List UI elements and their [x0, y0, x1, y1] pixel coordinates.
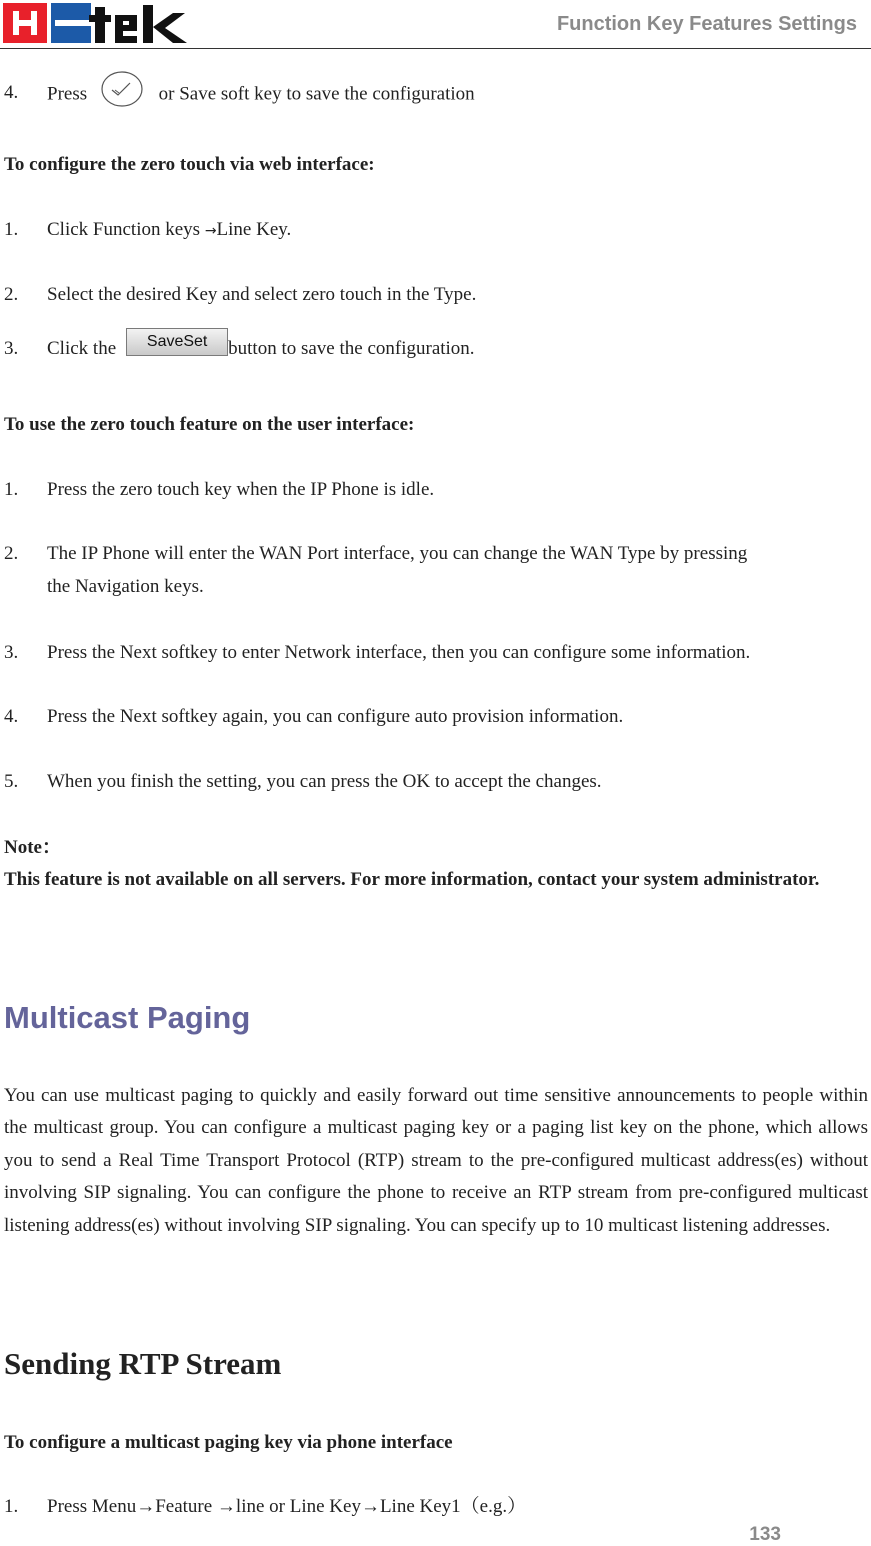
list-item: When you finish the setting, you can press the OK to accept the changes. [47, 771, 602, 792]
step-number: 1. [4, 219, 19, 240]
step-number: 4. [4, 82, 19, 103]
step-number: 5. [4, 771, 19, 792]
step-text: button to save the configuration. [228, 338, 475, 359]
phone-config-subheading: To configure a multicast paging key via phone interface [4, 1432, 453, 1453]
list-item: Press the Next softkey again, you can configure auto provision information. [47, 706, 624, 727]
list-item-continuation: the Navigation keys. [47, 576, 204, 597]
step-text: Click the [47, 338, 117, 359]
saveset-button-image: SaveSet [126, 328, 228, 356]
step-number: 2. [4, 543, 19, 564]
multicast-paging-heading: Multicast Paging [4, 1000, 251, 1035]
step-text: Line Key. [216, 219, 292, 240]
step-number: 1. [4, 1496, 19, 1517]
list-item: Select the desired Key and select zero touch in the Type. [47, 284, 477, 305]
list-item: Press the zero touch key when the IP Phone is idle. [47, 479, 435, 500]
list-item [47, 333, 475, 365]
step-text: Click Function keys [47, 219, 201, 240]
list-item: Press Menu→Feature →line or Line Key→Line Key1（e.g.） [47, 1496, 527, 1517]
multicast-paragraph: You can use multicast paging to quickly and easily forward out time sensitive announcements to people within the multicast group. You can configure a multicast paging key or a paging list key on the phone, which allows you to send a Real Time Transport Protocol (RTP) stream to the pre-configured multicast address(es) without involving SIP signaling. You can configure the phone to receive an RTP stream from pre-configured multicast listening address(es) without involving SIP signaling. You can specify up to 10 multicast listening addresses. [4, 1085, 868, 1236]
ok-check-icon [100, 70, 144, 108]
step-number: 3. [4, 642, 19, 663]
list-item [47, 76, 475, 114]
header-divider [0, 48, 871, 49]
press-rest-text: or Save soft key to save the configuration [158, 83, 475, 105]
htek-logo [3, 3, 193, 45]
header-title: Function Key Features Settings [556, 13, 857, 35]
step-number: 1. [4, 479, 19, 500]
ui-config-heading: To use the zero touch feature on the user interface: [4, 414, 415, 435]
step-number: 3. [4, 338, 19, 359]
web-config-heading: To configure the zero touch via web interface: [4, 154, 375, 175]
step-number: 2. [4, 284, 19, 305]
list-item: The IP Phone will enter the WAN Port interface, you can change the WAN Type by pressing [47, 543, 748, 564]
page-number: 133 [749, 1524, 781, 1545]
list-item: Press the Next softkey to enter Network interface, then you can configure some information. [47, 642, 751, 663]
arrow-icon: → [204, 223, 217, 239]
step-number: 4. [4, 706, 19, 727]
sending-rtp-heading: Sending RTP Stream [4, 1346, 282, 1381]
list-item [47, 214, 291, 247]
press-text: Press [47, 83, 88, 105]
note-label: Note： [4, 837, 61, 858]
note-text: This feature is not available on all servers. For more information, contact your system administrator. [4, 869, 820, 890]
